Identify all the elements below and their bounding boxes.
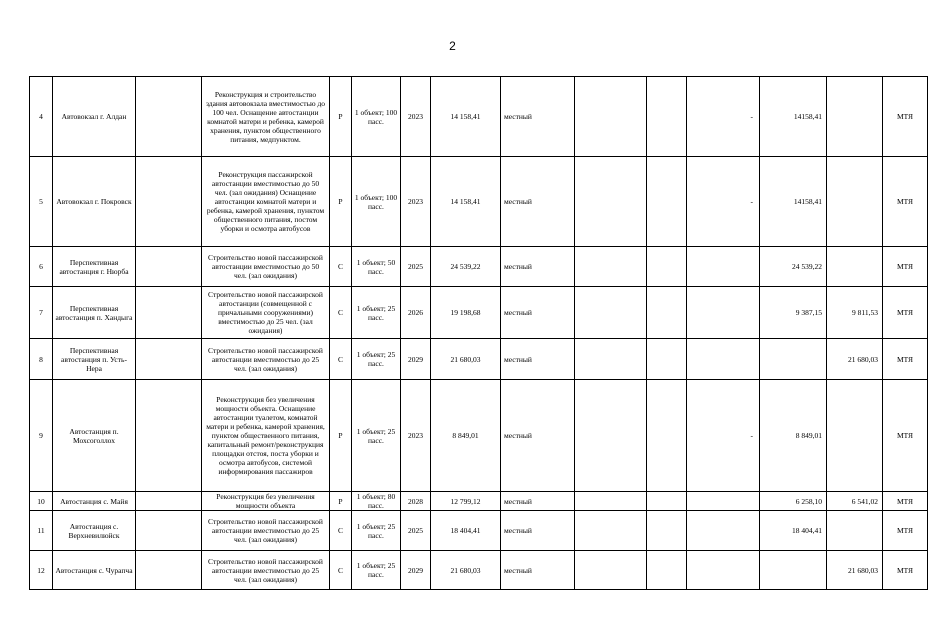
row-number-cell: 4 — [30, 77, 53, 157]
empty-cell — [575, 77, 647, 157]
empty-cell — [575, 380, 647, 492]
cost-cell: 8 849,01 — [431, 380, 501, 492]
cost-cell: 19 198,68 — [431, 287, 501, 339]
table-body — [30, 77, 928, 590]
table-row — [30, 77, 928, 157]
amount-cell-b: 21 680,03 — [827, 551, 883, 590]
station-name-cell: Автовокзал г. Алдан — [53, 77, 136, 157]
empty-cell — [575, 511, 647, 551]
row-number-cell: 12 — [30, 551, 53, 590]
type-cell: Р — [330, 492, 352, 511]
description-cell: Строительство новой пассажирской автостанции вместимостью до 25 чел. (зал ожидания) — [202, 551, 330, 590]
amount-cell-b: 21 680,03 — [827, 339, 883, 380]
cost-cell: 14 158,41 — [431, 77, 501, 157]
capacity-cell: 1 объект; 25 пасс. — [352, 380, 401, 492]
responsible-cell: МТЯ — [883, 551, 928, 590]
type-cell: Р — [330, 157, 352, 247]
cost-cell: 21 680,03 — [431, 551, 501, 590]
empty-cell — [647, 380, 687, 492]
funding-source-cell: местный — [501, 287, 575, 339]
description-cell: Строительство новой пассажирской автостанции вместимостью до 25 чел. (зал ожидания) — [202, 511, 330, 551]
dash-cell: - — [687, 77, 760, 157]
capacity-cell: 1 объект; 25 пасс. — [352, 551, 401, 590]
type-cell: С — [330, 511, 352, 551]
type-cell: С — [330, 287, 352, 339]
row-number-cell: 5 — [30, 157, 53, 247]
table-row — [30, 551, 928, 590]
funding-source-cell: местный — [501, 511, 575, 551]
objects-table — [29, 76, 928, 590]
dash-cell — [687, 511, 760, 551]
empty-cell — [136, 551, 202, 590]
responsible-cell: МТЯ — [883, 511, 928, 551]
responsible-cell: МТЯ — [883, 492, 928, 511]
funding-source-cell: местный — [501, 492, 575, 511]
empty-cell — [136, 380, 202, 492]
description-cell: Строительство новой пассажирской автостанции вместимостью до 25 чел. (зал ожидания) — [202, 339, 330, 380]
empty-cell — [647, 492, 687, 511]
empty-cell — [647, 511, 687, 551]
description-cell: Строительство новой пассажирской автостанции вместимостью до 50 чел. (зал ожидания) — [202, 247, 330, 287]
responsible-cell: МТЯ — [883, 247, 928, 287]
type-cell: С — [330, 247, 352, 287]
capacity-cell: 1 объект; 50 пасс. — [352, 247, 401, 287]
description-cell: Реконструкция и строительство здания автовокзала вместимостью до 100 чел. Оснащение автостанции комнатой матери и ребенка, камерой хранения, пунктом общественного питания, медпунктом. — [202, 77, 330, 157]
empty-cell — [575, 492, 647, 511]
type-cell: С — [330, 551, 352, 590]
amount-cell-b — [827, 247, 883, 287]
station-name-cell: Автостанция с. Майя — [53, 492, 136, 511]
station-name-cell: Перспективная автостанция п. Усть-Нера — [53, 339, 136, 380]
dash-cell: - — [687, 157, 760, 247]
description-cell: Строительство новой пассажирской автостанции (совмещенной с причальными сооружениями) вместимостью до 25 чел. (зал ожидания) — [202, 287, 330, 339]
year-cell: 2028 — [401, 492, 431, 511]
dash-cell — [687, 492, 760, 511]
station-name-cell: Автостанция с. Чурапча — [53, 551, 136, 590]
amount-cell-b — [827, 511, 883, 551]
empty-cell — [136, 511, 202, 551]
empty-cell — [575, 339, 647, 380]
station-name-cell: Автовокзал г. Покровск — [53, 157, 136, 247]
empty-cell — [647, 77, 687, 157]
empty-cell — [647, 287, 687, 339]
capacity-cell: 1 объект; 25 пасс. — [352, 339, 401, 380]
responsible-cell: МТЯ — [883, 157, 928, 247]
funding-source-cell: местный — [501, 380, 575, 492]
funding-source-cell: местный — [501, 157, 575, 247]
empty-cell — [136, 247, 202, 287]
type-cell: С — [330, 339, 352, 380]
table-row — [30, 380, 928, 492]
amount-cell-a: 14158,41 — [760, 157, 827, 247]
empty-cell — [647, 551, 687, 590]
funding-source-cell: местный — [501, 77, 575, 157]
amount-cell-a: 18 404,41 — [760, 511, 827, 551]
amount-cell-b — [827, 77, 883, 157]
empty-cell — [136, 77, 202, 157]
dash-cell — [687, 339, 760, 380]
table-row — [30, 339, 928, 380]
year-cell: 2029 — [401, 551, 431, 590]
cost-cell: 18 404,41 — [431, 511, 501, 551]
row-number-cell: 11 — [30, 511, 53, 551]
amount-cell-b — [827, 380, 883, 492]
row-number-cell: 9 — [30, 380, 53, 492]
responsible-cell: МТЯ — [883, 380, 928, 492]
row-number-cell: 7 — [30, 287, 53, 339]
type-cell: Р — [330, 380, 352, 492]
empty-cell — [575, 247, 647, 287]
empty-cell — [647, 339, 687, 380]
cost-cell: 14 158,41 — [431, 157, 501, 247]
station-name-cell: Автостанция с. Верхневилюйск — [53, 511, 136, 551]
amount-cell-a: 24 539,22 — [760, 247, 827, 287]
empty-cell — [136, 287, 202, 339]
dash-cell: - — [687, 380, 760, 492]
capacity-cell: 1 объект; 100 пасс. — [352, 157, 401, 247]
row-number-cell: 10 — [30, 492, 53, 511]
responsible-cell: МТЯ — [883, 339, 928, 380]
description-cell: Реконструкция пассажирской автостанции вместимостью до 50 чел. (зал ожидания) Оснащение автостанции комнатой матери и ребенка, камерой хранения, пунктом общественного питания, постом уборки и осмотра автобусов — [202, 157, 330, 247]
funding-source-cell: местный — [501, 339, 575, 380]
year-cell: 2023 — [401, 157, 431, 247]
capacity-cell: 1 объект; 80 пасс. — [352, 492, 401, 511]
row-number-cell: 8 — [30, 339, 53, 380]
amount-cell-b: 6 541,02 — [827, 492, 883, 511]
table-row — [30, 492, 928, 511]
description-cell: Реконструкция без увеличения мощности объекта — [202, 492, 330, 511]
year-cell: 2023 — [401, 77, 431, 157]
year-cell: 2026 — [401, 287, 431, 339]
page-number: 2 — [449, 39, 456, 53]
type-cell: Р — [330, 77, 352, 157]
empty-cell — [575, 287, 647, 339]
station-name-cell: Автостанция п. Мохсоголлох — [53, 380, 136, 492]
empty-cell — [647, 247, 687, 287]
responsible-cell: МТЯ — [883, 77, 928, 157]
amount-cell-b — [827, 157, 883, 247]
station-name-cell: Перспективная автостанция п. Хандыга — [53, 287, 136, 339]
empty-cell — [136, 339, 202, 380]
year-cell: 2029 — [401, 339, 431, 380]
table-row — [30, 247, 928, 287]
capacity-cell: 1 объект; 100 пасс. — [352, 77, 401, 157]
dash-cell — [687, 287, 760, 339]
empty-cell — [136, 157, 202, 247]
table-row — [30, 157, 928, 247]
empty-cell — [647, 157, 687, 247]
amount-cell-a: 6 258,10 — [760, 492, 827, 511]
amount-cell-b: 9 811,53 — [827, 287, 883, 339]
amount-cell-a: 14158,41 — [760, 77, 827, 157]
table-row — [30, 511, 928, 551]
year-cell: 2025 — [401, 247, 431, 287]
empty-cell — [575, 157, 647, 247]
cost-cell: 24 539,22 — [431, 247, 501, 287]
cost-cell: 21 680,03 — [431, 339, 501, 380]
empty-cell — [575, 551, 647, 590]
amount-cell-a — [760, 551, 827, 590]
responsible-cell: МТЯ — [883, 287, 928, 339]
funding-source-cell: местный — [501, 247, 575, 287]
cost-cell: 12 799,12 — [431, 492, 501, 511]
row-number-cell: 6 — [30, 247, 53, 287]
dash-cell — [687, 247, 760, 287]
year-cell: 2023 — [401, 380, 431, 492]
funding-source-cell: местный — [501, 551, 575, 590]
amount-cell-a: 9 387,15 — [760, 287, 827, 339]
dash-cell — [687, 551, 760, 590]
description-cell: Реконструкция без увеличения мощности объекта. Оснащение автостанции туалетом, комнатой матери и ребенка, камерой хранения, пунктом общественного питания, капитальный ремонт/реконструкция площадки отстоя, поста уборки и осмотра автобусов, системой информирования пассажиров — [202, 380, 330, 492]
amount-cell-a — [760, 339, 827, 380]
capacity-cell: 1 объект; 25 пасс. — [352, 511, 401, 551]
table-row — [30, 287, 928, 339]
capacity-cell: 1 объект; 25 пасс. — [352, 287, 401, 339]
amount-cell-a: 8 849,01 — [760, 380, 827, 492]
station-name-cell: Перспективная автостанция г. Нюрба — [53, 247, 136, 287]
year-cell: 2025 — [401, 511, 431, 551]
empty-cell — [136, 492, 202, 511]
